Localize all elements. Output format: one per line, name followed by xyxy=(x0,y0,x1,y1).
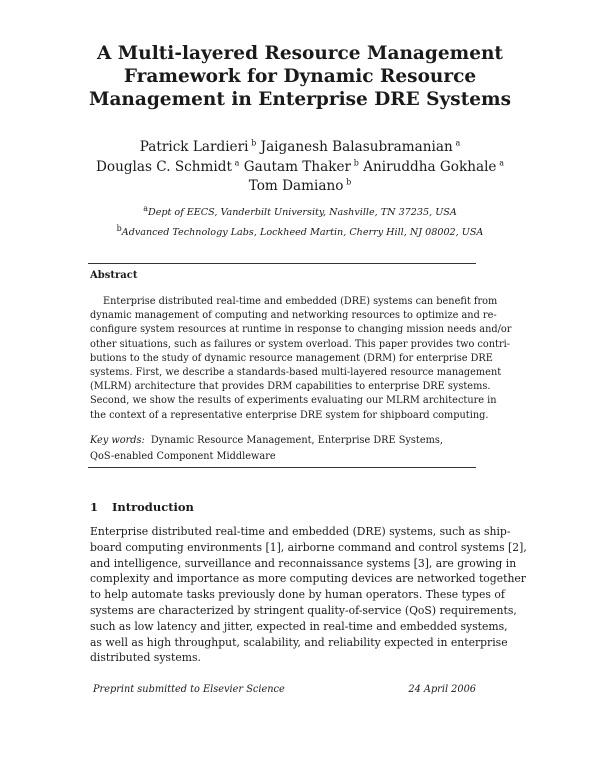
author-affil-mark: b xyxy=(346,177,352,187)
abstract-line: the context of a representative enterprise DRE system for shipboard computing. xyxy=(90,409,489,421)
author-line xyxy=(60,138,540,158)
abstract-line: Enterprise distributed real-time and embedded (DRE) systems can benefit from xyxy=(103,296,498,307)
author-affil-mark: a xyxy=(499,157,504,167)
affiliation-text: Dept of EECS, Vanderbilt University, Nashville, TN 37235, USA xyxy=(148,207,457,218)
author-name: Jaiganesh Balasubramanian xyxy=(260,139,453,155)
author-line xyxy=(60,177,540,197)
title-line: A Multi-layered Resource Management xyxy=(97,43,503,64)
section-title: Introduction xyxy=(112,500,194,514)
body-line: complexity and importance as more computing devices are networked together xyxy=(90,572,526,586)
body-line: systems are characterized by stringent quality-of-service (QoS) requirements, xyxy=(90,603,517,617)
body-line: Enterprise distributed real-time and embedded (DRE) systems, such as ship- xyxy=(90,525,511,538)
author-name: Aniruddha Gokhale xyxy=(363,158,497,175)
abstract-bottom-rule xyxy=(88,467,476,468)
keywords xyxy=(90,433,476,465)
author-name: Patrick Lardieri xyxy=(139,139,249,155)
author-name: Tom Damiano xyxy=(248,178,344,194)
abstract-line: configure system resources at runtime in response to changing mission needs and/or xyxy=(90,324,512,336)
affiliation-text: Advanced Technology Labs, Lockheed Martin, Cherry Hill, NJ 08002, USA xyxy=(121,227,484,238)
body-line: as well as high throughput, scalability, and reliability expected in enterprise xyxy=(90,635,508,649)
affiliation-mark: b xyxy=(116,223,122,233)
abstract-line: butions to the study of dynamic resource management (DRM) for enterprise DRE xyxy=(90,352,493,364)
keywords-line xyxy=(90,433,476,449)
body-line: such as low latency and jitter, expected in real-time and embedded systems, xyxy=(90,619,508,633)
abstract-line: dynamic management of computing and networking resources to optimize and re- xyxy=(90,310,497,322)
author-name: Douglas C. Schmidt xyxy=(96,158,232,175)
author-affil-mark: b xyxy=(251,138,257,148)
abstract-line: Second, we show the results of experiments evaluating our MLRM architecture in xyxy=(90,395,497,407)
abstract-heading: Abstract xyxy=(90,270,138,281)
paper-title xyxy=(60,42,540,111)
author-name: Gautam Thaker xyxy=(243,158,351,175)
abstract-line: other situations, such as failures or system overload. This paper provides two contri- xyxy=(90,338,511,350)
section-number: 1 xyxy=(90,500,99,514)
body-line: distributed systems. xyxy=(90,651,201,665)
introduction-body xyxy=(90,524,527,666)
author-affil-mark: b xyxy=(353,157,359,167)
abstract-line: (MLRM) architecture that provides DRM capabilities to enterprise DRE systems. xyxy=(90,381,491,393)
abstract-body xyxy=(90,295,512,423)
author-affil-mark: a xyxy=(455,138,461,148)
section-heading xyxy=(90,500,194,514)
affiliations xyxy=(60,203,540,243)
keywords-label: Key words: xyxy=(90,435,145,446)
title-line: Framework for Dynamic Resource xyxy=(123,66,477,87)
body-line: and intelligence, surveillance and reconnaissance systems [3], are growing in xyxy=(90,556,517,570)
author-line xyxy=(60,158,540,178)
author-list xyxy=(60,138,540,197)
author-affil-mark: a xyxy=(234,157,240,167)
abstract-line: systems. First, we describe a standards-based multi-layered resource management xyxy=(90,367,502,379)
affiliation-a xyxy=(60,203,540,223)
preprint-note: Preprint submitted to Elsevier Science xyxy=(93,684,285,695)
keywords-text: Dynamic Resource Management, Enterprise DRE Systems, xyxy=(150,435,443,446)
body-line: board computing environments [1], airborne command and control systems [2], xyxy=(90,540,527,554)
body-line: to help automate tasks previously done by human operators. These types of xyxy=(90,588,505,602)
abstract-top-rule xyxy=(88,263,476,264)
keywords-line: QoS-enabled Component Middleware xyxy=(90,451,276,462)
title-line: Management in Enterprise DRE Systems xyxy=(88,89,512,110)
affiliation-mark: a xyxy=(143,203,148,213)
preprint-date: 24 April 2006 xyxy=(408,684,476,695)
affiliation-b xyxy=(60,223,540,243)
